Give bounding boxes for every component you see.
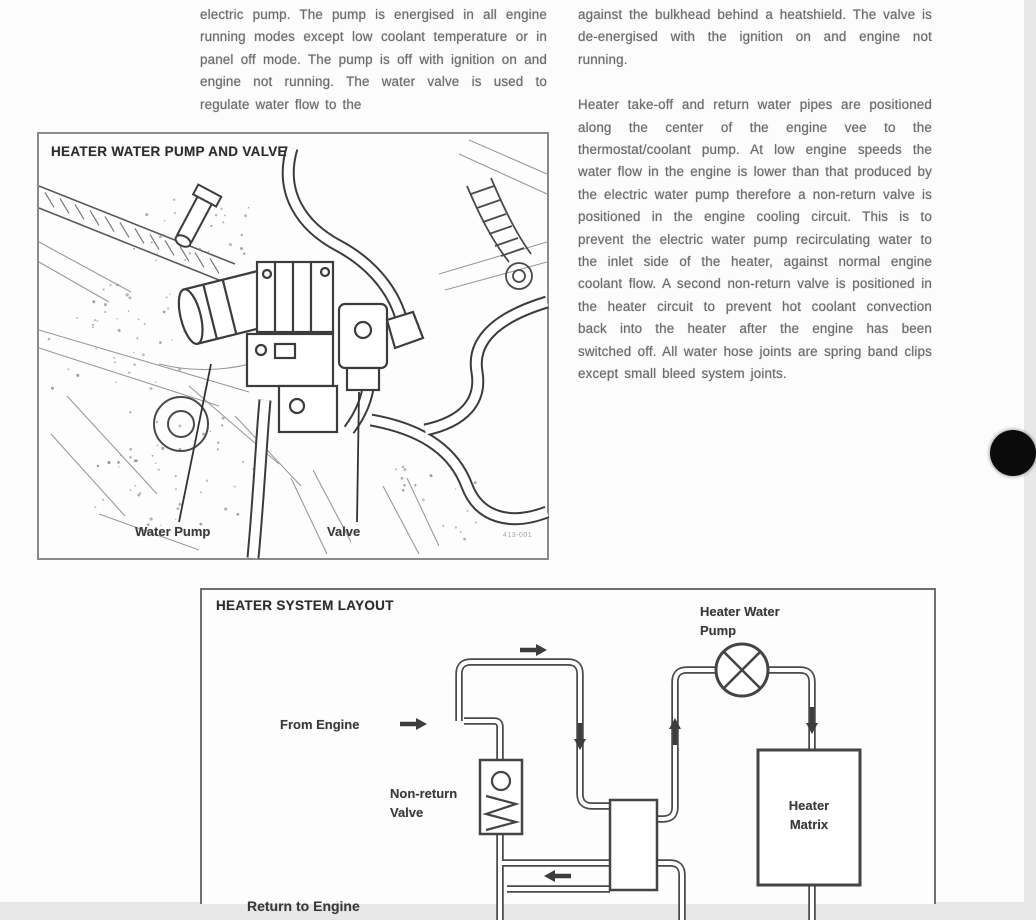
left-paragraph: electric pump. The pump is energised in all engine running modes except low coolant temperature or in panel off mode. The pump is off with ignition on and engine not running. The water valve is used to regulate water flow to the: [200, 7, 547, 112]
water-valve-body: [339, 304, 423, 390]
heater-matrix-label: Heater Matrix: [788, 798, 830, 832]
heater-water-pump-symbol: [716, 644, 768, 696]
junction-box: [610, 800, 657, 890]
pump-illustration: [39, 134, 547, 558]
figure-heater-system-layout: [200, 588, 936, 914]
grommet: [154, 397, 208, 451]
figure1-title: HEATER WATER PUMP AND VALVE: [51, 144, 287, 159]
heater-water-pump-label: Heater Water Pump: [700, 604, 780, 638]
left-text-column: [200, 4, 547, 116]
non-return-valve-symbol: [480, 760, 522, 834]
figure1-reference-code: 413-001: [503, 532, 533, 539]
right-paragraph-1: against the bulkhead behind a heatshield. The valve is de-energised with the ignition on and engine not running.: [578, 7, 932, 67]
punch-hole-mark: [990, 430, 1036, 476]
right-text-column: [578, 4, 932, 386]
return-to-engine-cutoff-label: Return to Engine: [247, 898, 360, 914]
corrugated-hose: [467, 178, 532, 289]
mounting-stud: [169, 185, 221, 252]
layout-schematic: [202, 590, 934, 920]
figure2-title: HEATER SYSTEM LAYOUT: [216, 598, 394, 613]
right-paragraph-2: Heater take-off and return water pipes are positioned along the center of the engine vee to the thermostat/coolant pump. At low engine speeds the water flow in the engine is lower than that produced by the electric water pump therefore a non-return valve is positioned in the engine cooling circuit. This is to prevent the electric water pump recirculating water to the inlet side of the heater, against normal engine coolant flow. A second non-return valve is positioned in the heater circuit to prevent hot coolant convection back into the heater after the engine has been switched off. All water hose joints are spring band clips except small bleed system joints.: [578, 97, 932, 382]
valve-label: Valve: [327, 524, 361, 539]
water-pump-label: Water Pump: [135, 524, 211, 539]
figure-heater-water-pump-and-valve: [37, 132, 549, 560]
non-return-valve-label: Non-return Valve: [390, 786, 458, 820]
from-engine-label: From Engine: [280, 717, 360, 732]
